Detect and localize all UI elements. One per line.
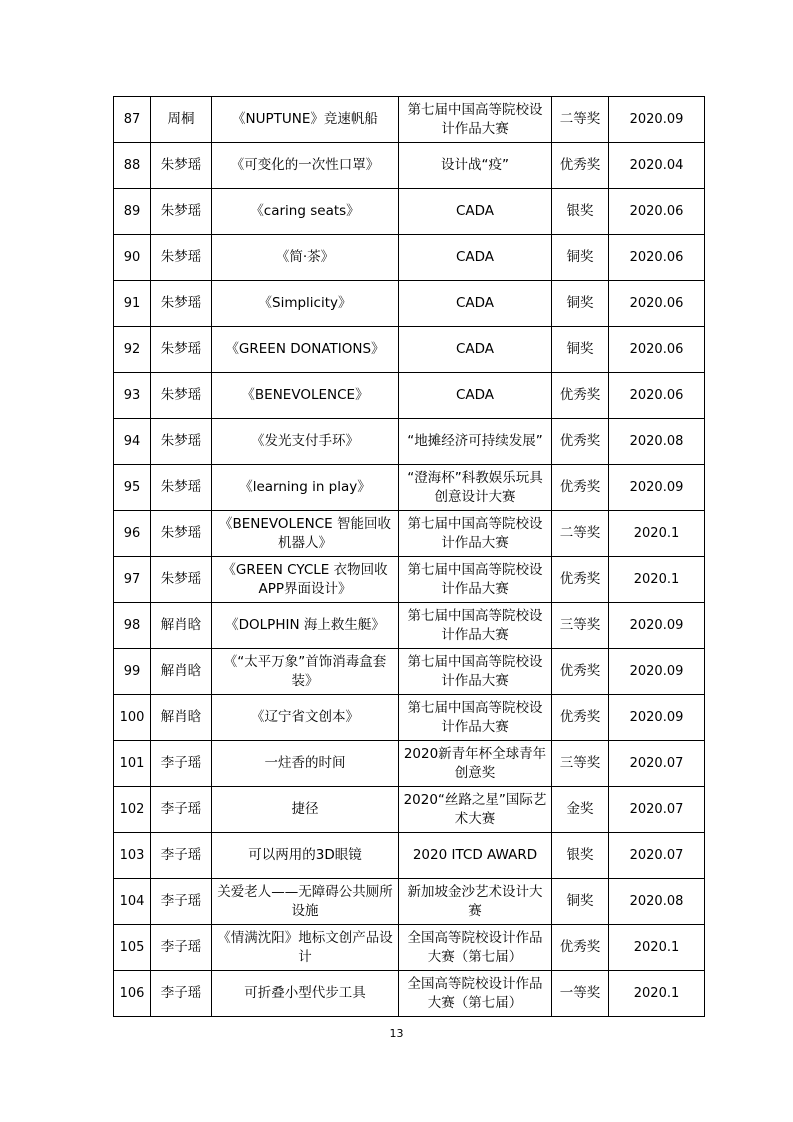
cell-competition: 第七届中国高等院校设计作品大赛 <box>399 557 552 603</box>
cell-name: 朱梦瑶 <box>151 143 212 189</box>
table-row <box>114 833 705 879</box>
table-row <box>114 557 705 603</box>
cell-name: 李子瑶 <box>151 833 212 879</box>
cell-number: 91 <box>114 281 151 327</box>
cell-work-title: 《NUPTUNE》竞速帆船 <box>212 97 399 143</box>
cell-number: 87 <box>114 97 151 143</box>
cell-name: 解肖晗 <box>151 695 212 741</box>
cell-name: 朱梦瑶 <box>151 235 212 281</box>
cell-name: 朱梦瑶 <box>151 557 212 603</box>
cell-number: 99 <box>114 649 151 695</box>
cell-number: 97 <box>114 557 151 603</box>
cell-name: 朱梦瑶 <box>151 327 212 373</box>
cell-work-title: 《learning in play》 <box>212 465 399 511</box>
cell-award: 二等奖 <box>552 97 609 143</box>
cell-work-title: 《Simplicity》 <box>212 281 399 327</box>
table-row <box>114 235 705 281</box>
cell-number: 103 <box>114 833 151 879</box>
table-row <box>114 327 705 373</box>
cell-work-title: 《简·茶》 <box>212 235 399 281</box>
cell-award: 金奖 <box>552 787 609 833</box>
cell-date: 2020.1 <box>609 925 705 971</box>
cell-award: 优秀奖 <box>552 419 609 465</box>
cell-award: 优秀奖 <box>552 557 609 603</box>
cell-award: 一等奖 <box>552 971 609 1017</box>
cell-date: 2020.09 <box>609 465 705 511</box>
cell-name: 周桐 <box>151 97 212 143</box>
cell-award: 银奖 <box>552 189 609 235</box>
cell-award: 三等奖 <box>552 603 609 649</box>
cell-number: 95 <box>114 465 151 511</box>
cell-work-title: 《GREEN DONATIONS》 <box>212 327 399 373</box>
table-row <box>114 281 705 327</box>
cell-award: 铜奖 <box>552 281 609 327</box>
cell-award: 优秀奖 <box>552 465 609 511</box>
cell-work-title: 《caring seats》 <box>212 189 399 235</box>
cell-date: 2020.08 <box>609 879 705 925</box>
cell-number: 100 <box>114 695 151 741</box>
cell-competition: 2020 ITCD AWARD <box>399 833 552 879</box>
cell-competition: 第七届中国高等院校设计作品大赛 <box>399 649 552 695</box>
cell-number: 96 <box>114 511 151 557</box>
cell-number: 93 <box>114 373 151 419</box>
cell-number: 98 <box>114 603 151 649</box>
cell-competition: 第七届中国高等院校设计作品大赛 <box>399 97 552 143</box>
cell-date: 2020.06 <box>609 189 705 235</box>
awards-table <box>113 96 705 1017</box>
cell-work-title: 《DOLPHIN 海上救生艇》 <box>212 603 399 649</box>
cell-date: 2020.08 <box>609 419 705 465</box>
cell-competition: 2020“丝路之星”国际艺术大赛 <box>399 787 552 833</box>
cell-name: 朱梦瑶 <box>151 511 212 557</box>
cell-award: 优秀奖 <box>552 649 609 695</box>
cell-award: 优秀奖 <box>552 925 609 971</box>
cell-number: 104 <box>114 879 151 925</box>
cell-date: 2020.1 <box>609 557 705 603</box>
cell-award: 铜奖 <box>552 879 609 925</box>
table-row <box>114 925 705 971</box>
cell-competition: 全国高等院校设计作品大赛（第七届） <box>399 925 552 971</box>
cell-number: 101 <box>114 741 151 787</box>
cell-number: 94 <box>114 419 151 465</box>
cell-award: 优秀奖 <box>552 695 609 741</box>
cell-competition: 新加坡金沙艺术设计大赛 <box>399 879 552 925</box>
cell-name: 李子瑶 <box>151 971 212 1017</box>
cell-name: 解肖晗 <box>151 649 212 695</box>
table-row <box>114 511 705 557</box>
cell-work-title: 一炷香的时间 <box>212 741 399 787</box>
table-row <box>114 879 705 925</box>
table-row <box>114 373 705 419</box>
cell-date: 2020.07 <box>609 741 705 787</box>
cell-award: 铜奖 <box>552 327 609 373</box>
cell-date: 2020.06 <box>609 327 705 373</box>
cell-competition: CADA <box>399 373 552 419</box>
cell-date: 2020.04 <box>609 143 705 189</box>
cell-date: 2020.1 <box>609 971 705 1017</box>
cell-work-title: 可折叠小型代步工具 <box>212 971 399 1017</box>
table-row <box>114 971 705 1017</box>
cell-competition: “地摊经济可持续发展” <box>399 419 552 465</box>
cell-competition: 第七届中国高等院校设计作品大赛 <box>399 695 552 741</box>
cell-name: 李子瑶 <box>151 787 212 833</box>
table-row <box>114 97 705 143</box>
table-row <box>114 787 705 833</box>
cell-competition: 设计战“疫” <box>399 143 552 189</box>
cell-name: 朱梦瑶 <box>151 189 212 235</box>
cell-work-title: 《BENEVOLENCE 智能回收机器人》 <box>212 511 399 557</box>
cell-work-title: 《辽宁省文创本》 <box>212 695 399 741</box>
cell-date: 2020.06 <box>609 373 705 419</box>
cell-work-title: 捷径 <box>212 787 399 833</box>
cell-name: 李子瑶 <box>151 741 212 787</box>
cell-number: 90 <box>114 235 151 281</box>
cell-date: 2020.09 <box>609 603 705 649</box>
cell-date: 2020.07 <box>609 833 705 879</box>
cell-date: 2020.09 <box>609 695 705 741</box>
cell-competition: 第七届中国高等院校设计作品大赛 <box>399 511 552 557</box>
cell-number: 89 <box>114 189 151 235</box>
table-row <box>114 419 705 465</box>
cell-date: 2020.07 <box>609 787 705 833</box>
cell-work-title: 《BENEVOLENCE》 <box>212 373 399 419</box>
cell-award: 银奖 <box>552 833 609 879</box>
table-row <box>114 189 705 235</box>
cell-name: 解肖晗 <box>151 603 212 649</box>
cell-work-title: 《“太平万象”首饰消毒盒套装》 <box>212 649 399 695</box>
cell-competition: 第七届中国高等院校设计作品大赛 <box>399 603 552 649</box>
cell-competition: “澄海杯”科教娱乐玩具创意设计大赛 <box>399 465 552 511</box>
table-row <box>114 465 705 511</box>
table-row <box>114 741 705 787</box>
cell-number: 92 <box>114 327 151 373</box>
table-row <box>114 649 705 695</box>
cell-date: 2020.06 <box>609 235 705 281</box>
cell-name: 朱梦瑶 <box>151 373 212 419</box>
table-row <box>114 603 705 649</box>
table-row <box>114 695 705 741</box>
cell-competition: CADA <box>399 189 552 235</box>
cell-competition: CADA <box>399 327 552 373</box>
awards-table-body <box>114 97 705 1017</box>
cell-name: 朱梦瑶 <box>151 419 212 465</box>
cell-competition: 2020新青年杯全球青年创意奖 <box>399 741 552 787</box>
cell-award: 优秀奖 <box>552 373 609 419</box>
cell-name: 朱梦瑶 <box>151 465 212 511</box>
cell-number: 102 <box>114 787 151 833</box>
cell-award: 优秀奖 <box>552 143 609 189</box>
cell-competition: CADA <box>399 235 552 281</box>
page-number: 13 <box>389 1027 404 1040</box>
cell-date: 2020.09 <box>609 97 705 143</box>
cell-name: 李子瑶 <box>151 879 212 925</box>
cell-number: 106 <box>114 971 151 1017</box>
cell-award: 铜奖 <box>552 235 609 281</box>
cell-award: 三等奖 <box>552 741 609 787</box>
cell-competition: CADA <box>399 281 552 327</box>
cell-date: 2020.09 <box>609 649 705 695</box>
cell-award: 二等奖 <box>552 511 609 557</box>
cell-name: 李子瑶 <box>151 925 212 971</box>
cell-work-title: 《情满沈阳》地标文创产品设计 <box>212 925 399 971</box>
cell-number: 105 <box>114 925 151 971</box>
cell-work-title: 《可变化的一次性口罩》 <box>212 143 399 189</box>
cell-work-title: 《发光支付手环》 <box>212 419 399 465</box>
cell-work-title: 可以两用的3D眼镜 <box>212 833 399 879</box>
cell-work-title: 《GREEN CYCLE 衣物回收APP界面设计》 <box>212 557 399 603</box>
table-row <box>114 143 705 189</box>
cell-number: 88 <box>114 143 151 189</box>
cell-date: 2020.1 <box>609 511 705 557</box>
cell-work-title: 关爱老人——无障碍公共厕所设施 <box>212 879 399 925</box>
cell-name: 朱梦瑶 <box>151 281 212 327</box>
cell-competition: 全国高等院校设计作品大赛（第七届） <box>399 971 552 1017</box>
cell-date: 2020.06 <box>609 281 705 327</box>
